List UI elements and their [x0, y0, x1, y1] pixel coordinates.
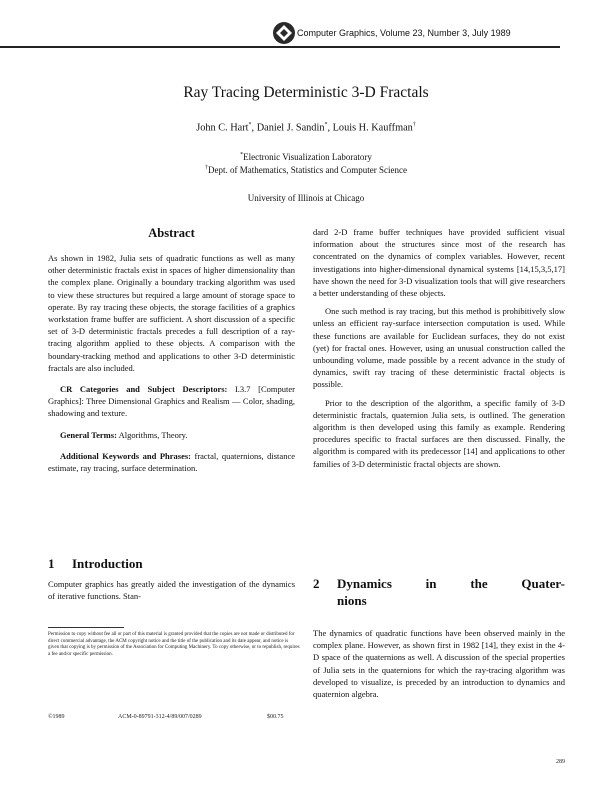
affiliation-mark: *	[240, 152, 244, 158]
section-title-row	[313, 575, 565, 592]
section-title-line-2: nions	[337, 593, 367, 608]
section-title: Introduction	[72, 556, 143, 571]
abstract-heading: Abstract	[148, 226, 195, 240]
author-list: John C. Hart*, Daniel J. Sandin*, Louis H. Kauffman†	[196, 122, 416, 134]
affiliation-mark: †	[205, 165, 209, 171]
section-heading-dynamics	[313, 575, 565, 609]
copyright-year: ©1989	[48, 714, 65, 720]
page-number: 289	[556, 759, 565, 765]
price: $00.75	[267, 714, 284, 720]
affiliation-lab	[0, 152, 612, 162]
introduction-text: Computer graphics has greatly aided the investigation of the dynamics of iterative functions. Stan-	[48, 579, 295, 602]
cr-text: I.3.7 [Computer Graphics]: Three Dimensional Graphics and Realism — Color, shading, shadowing and texture.	[48, 384, 295, 419]
right-column-body	[313, 226, 565, 470]
terms-text: Algorithms, Theory.	[118, 429, 188, 440]
author-kauffman: Louis H. Kauffman	[332, 122, 413, 134]
affiliation-dept-text: Dept. of Mathematics, Statistics and Computer Science	[208, 165, 407, 175]
footnote-rule	[48, 627, 124, 628]
affiliation-dept	[0, 165, 612, 175]
keywords-text: fractal, quaternions, distance estimate, ray tracing, surface determination.	[48, 450, 295, 474]
author-mark: *	[248, 122, 252, 128]
section-title-line-1: Dynamics in the Quater-	[337, 576, 565, 591]
affiliation-lab-text: Electronic Visualization Laboratory	[243, 152, 372, 162]
paragraph-2: One such method is ray tracing, but this method is prohibitively slow unless an efficient ray-surface intersection computation is used. While these functions are available for Euclidean surfaces, they do not exist (yet) for fractal ones. However, using an unusual construction called the unbounding volume, made possible by a recent advance in the study of dynamics, swift ray tracing of these deterministic fractal objects is possible.	[313, 306, 565, 390]
dynamics-body	[313, 627, 565, 700]
terms-label: General Terms:	[60, 429, 117, 440]
author-hart: John C. Hart	[196, 122, 249, 134]
author-sandin: Daniel J. Sandin	[256, 122, 325, 134]
keywords-label: Additional Keywords and Phrases:	[60, 450, 191, 461]
affiliation-university: University of Illinois at Chicago	[247, 193, 365, 203]
keywords	[48, 450, 295, 474]
section-heading-introduction	[48, 555, 295, 572]
abstract-body	[48, 252, 295, 474]
section-number: 1	[48, 556, 55, 571]
abstract-text: As shown in 1982, Julia sets of quadratic functions as well as many other deterministic fractals exist in spaces of higher dimensionality than the complex plane. Originally a boundary tracking algorithm was used to view these structures but required a large amount of storage space to operate. By ray tracing these objects, the storage facilities of a graphics workstation frame buffer are sufficient. A short discussion of a specific set of 3-D deterministic fractals precedes a full description of a ray-tracing algorithm applied to these objects. A comparison with the boundary-tracking method and applications to other 3-D deterministic fractals are also included.	[48, 253, 295, 373]
siggraph-logo-icon	[271, 20, 297, 46]
paragraph-1: dard 2-D frame buffer techniques have provided sufficient visual information about the structures since most of the research has concentrated on the dynamics of complex variables. However, recent investigations into higher-dimensional dynamical systems [14,15,3,5,17] have shown the need for 3-D visualization tools that will give researchers a better understanding of these objects.	[313, 227, 565, 299]
cr-categories	[48, 383, 295, 420]
paper-title: Ray Tracing Deterministic 3-D Fractals	[183, 84, 429, 101]
section-number: 2	[313, 576, 320, 591]
general-terms	[48, 429, 295, 441]
copyright-footnote: Permission to copy without fee all or part of this material is granted provided that the copies are not made or distributed for direct commercial advantage, the ACM copyright notice and the title of the publication and its date appear, and notice is given that copying is by permission of the Association for Computing Machinery. To copy otherwise, or to republish, requires a fee and/or specific permission.	[48, 632, 300, 657]
introduction-body	[48, 578, 295, 602]
author-mark: †	[412, 122, 416, 128]
paragraph-3: Prior to the description of the algorithm, a specific family of 3-D deterministic fractals, quaternion Julia sets, is outlined. The generation algorithm is then developed using this family as example. Rendering procedures specific to fractal surfaces are then discussed. Finally, the algorithm is compared with its predecessor [14] and applications to other families of 3-D deterministic fractal objects are shown.	[313, 397, 565, 469]
author-mark: *	[324, 122, 328, 128]
journal-header: Computer Graphics, Volume 23, Number 3, July 1989	[297, 28, 511, 38]
cr-label: CR Categories and Subject Descriptors:	[60, 384, 228, 395]
isbn-code: ACM-0-89791-312-4/89/007/0289	[118, 714, 202, 720]
header-rule	[0, 46, 560, 48]
dynamics-text: The dynamics of quadratic functions have been observed mainly in the complex plane. However, as shown first in 1982 [14], they exist in the 4-D space of the quaternions as well. A discussion of the special properties of Julia sets in the quaternions for which the ray-tracing algorithm was developed to visualize, is preceded by an introduction to dynamics and quaternion algebra.	[313, 628, 565, 700]
